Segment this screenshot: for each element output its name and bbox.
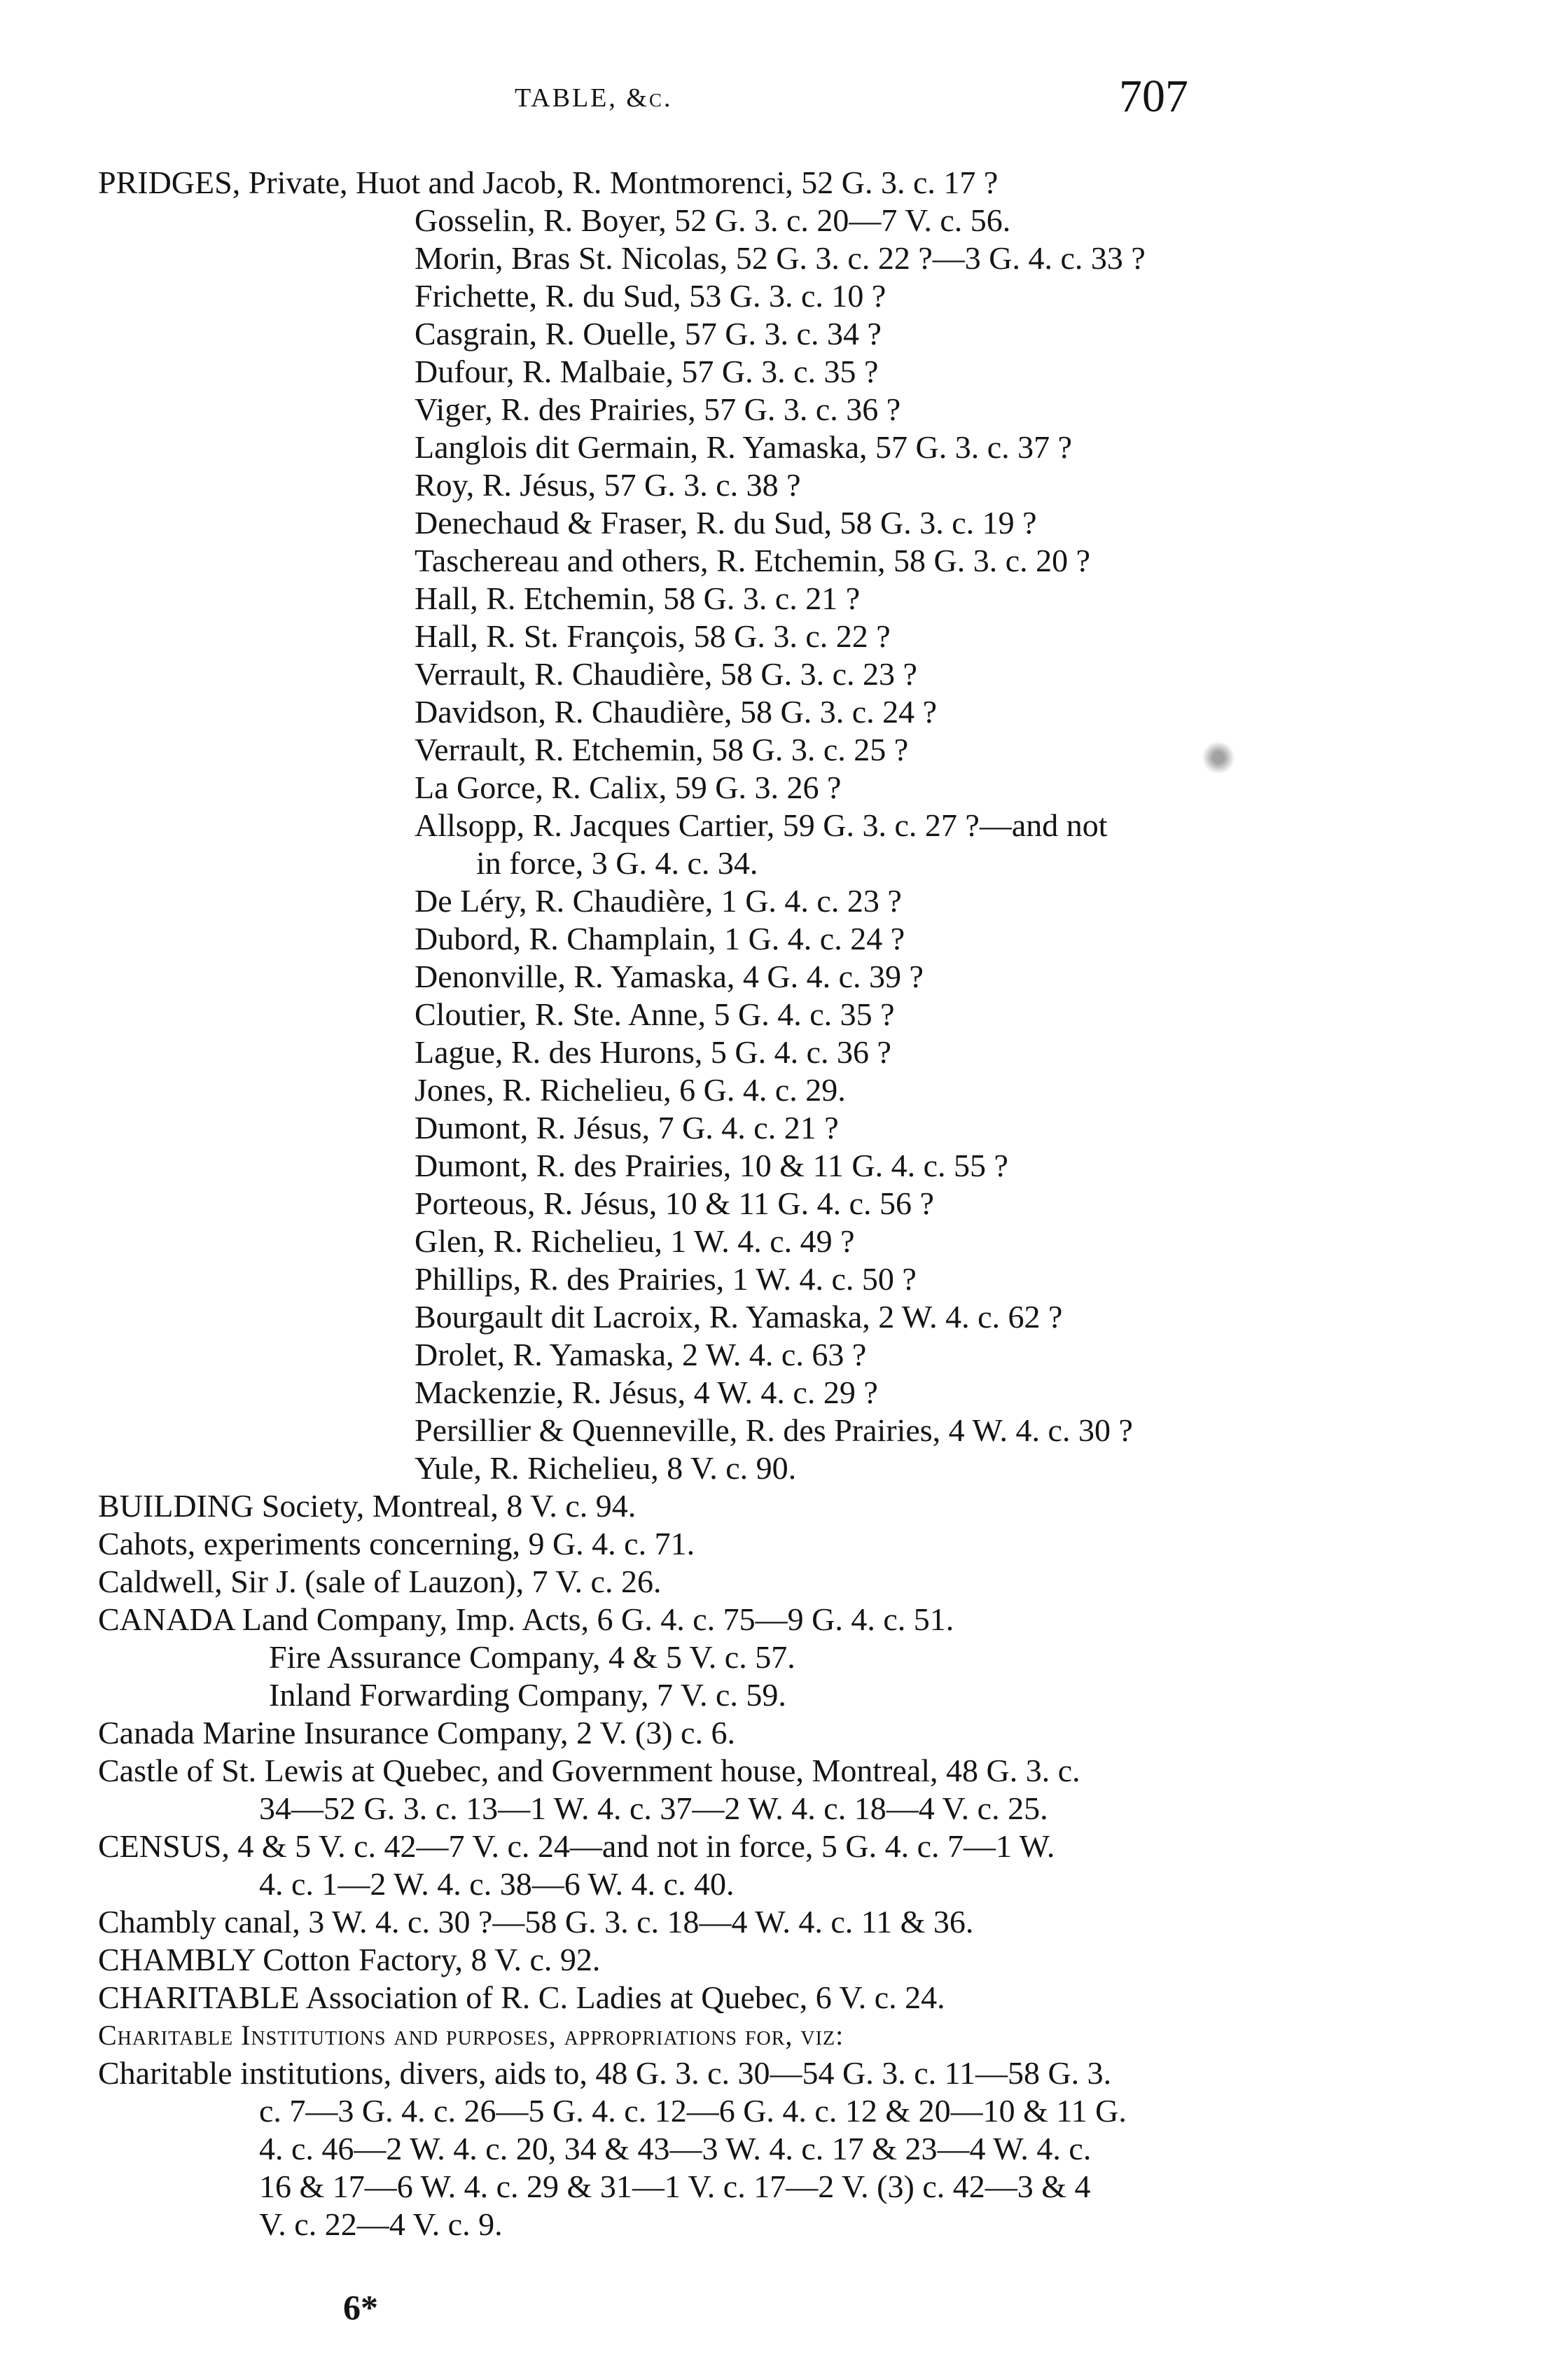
page-number: 707 (1119, 71, 1188, 122)
index-line: 4. c. 46—2 W. 4. c. 20, 34 & 43—3 W. 4. c. 17 & 23—4 W. 4. c. (259, 2131, 1092, 2166)
index-line: Cloutier, R. Ste. Anne, 5 G. 4. c. 35 ? (415, 996, 895, 1032)
index-line: Viger, R. des Prairies, 57 G. 3. c. 36 ? (415, 391, 901, 427)
index-line: Canada Marine Insurance Company, 2 V. (3) c. 6. (98, 1715, 735, 1751)
index-line: Frichette, R. du Sud, 53 G. 3. c. 10 ? (415, 278, 886, 314)
index-line: Bourgault dit Lacroix, R. Yamaska, 2 W. 4. c. 62 ? (415, 1299, 1063, 1335)
index-line: Chambly canal, 3 W. 4. c. 30 ?—58 G. 3. c. 18—4 W. 4. c. 11 & 36. (98, 1904, 974, 1940)
index-line: Langlois dit Germain, R. Yamaska, 57 G. 3. c. 37 ? (415, 429, 1073, 465)
index-line: La Gorce, R. Calix, 59 G. 3. 26 ? (415, 770, 842, 805)
index-line: Castle of St. Lewis at Quebec, and Government house, Montreal, 48 G. 3. c. (98, 1753, 1080, 1788)
index-line: Mackenzie, R. Jésus, 4 W. 4. c. 29 ? (415, 1375, 878, 1410)
index-line: CHARITABLE Association of R. C. Ladies at Quebec, 6 V. c. 24. (98, 1979, 945, 2015)
index-line: Roy, R. Jésus, 57 G. 3. c. 38 ? (415, 467, 801, 503)
index-line: Charitable institutions, divers, aids to, 48 G. 3. c. 30—54 G. 3. c. 11—58 G. 3. (98, 2055, 1112, 2091)
index-line: 34—52 G. 3. c. 13—1 W. 4. c. 37—2 W. 4. c. 18—4 V. c. 25. (259, 1790, 1048, 1826)
index-line: Glen, R. Richelieu, 1 W. 4. c. 49 ? (415, 1223, 855, 1259)
index-line: Davidson, R. Chaudière, 58 G. 3. c. 24 ? (415, 694, 938, 730)
index-line: Jones, R. Richelieu, 6 G. 4. c. 29. (415, 1072, 846, 1108)
index-line: Inland Forwarding Company, 7 V. c. 59. (269, 1677, 786, 1713)
index-line: Hall, R. Etchemin, 58 G. 3. c. 21 ? (415, 580, 861, 616)
index-line: Verrault, R. Etchemin, 58 G. 3. c. 25 ? (415, 732, 909, 767)
index-line: Casgrain, R. Ouelle, 57 G. 3. c. 34 ? (415, 316, 882, 352)
section-heading: Charitable Institutions and purposes, appropriations for, viz: (98, 2019, 844, 2051)
index-line: CENSUS, 4 & 5 V. c. 42—7 V. c. 24—and not in force, 5 G. 4. c. 7—1 W. (98, 1828, 1055, 1864)
index-line: in force, 3 G. 4. c. 34. (476, 845, 758, 881)
index-line: Phillips, R. des Prairies, 1 W. 4. c. 50 ? (415, 1261, 917, 1297)
index-line: Fire Assurance Company, 4 & 5 V. c. 57. (269, 1639, 795, 1675)
index-line: Hall, R. St. François, 58 G. 3. c. 22 ? (415, 618, 891, 654)
index-line: Yule, R. Richelieu, 8 V. c. 90. (415, 1450, 797, 1486)
index-line: Verrault, R. Chaudière, 58 G. 3. c. 23 ? (415, 656, 917, 692)
index-line: Dubord, R. Champlain, 1 G. 4. c. 24 ? (415, 921, 905, 956)
running-header: TABLE, &c. (515, 83, 673, 113)
index-line: c. 7—3 G. 4. c. 26—5 G. 4. c. 12—6 G. 4. c. 12 & 20—10 & 11 G. (259, 2093, 1127, 2129)
index-line: Lague, R. des Hurons, 5 G. 4. c. 36 ? (415, 1034, 891, 1070)
signature-mark: 6* (343, 2288, 378, 2327)
index-line: Gosselin, R. Boyer, 52 G. 3. c. 20—7 V. c. 56. (415, 202, 1011, 238)
index-line: Persillier & Quenneville, R. des Prairies, 4 W. 4. c. 30 ? (415, 1412, 1133, 1448)
index-line: 4. c. 1—2 W. 4. c. 38—6 W. 4. c. 40. (259, 1866, 735, 1902)
index-line: CANADA Land Company, Imp. Acts, 6 G. 4. c. 75—9 G. 4. c. 51. (98, 1601, 954, 1637)
index-line: Allsopp, R. Jacques Cartier, 59 G. 3. c. 27 ?—and not (415, 807, 1108, 843)
ink-blot (1201, 737, 1236, 779)
index-line: Caldwell, Sir J. (sale of Lauzon), 7 V. c. 26. (98, 1564, 662, 1599)
index-line: De Léry, R. Chaudière, 1 G. 4. c. 23 ? (415, 883, 902, 919)
index-line: BUILDING Society, Montreal, 8 V. c. 94. (98, 1488, 637, 1524)
index-line: Dumont, R. Jésus, 7 G. 4. c. 21 ? (415, 1110, 839, 1146)
index-line: Denonville, R. Yamaska, 4 G. 4. c. 39 ? (415, 959, 924, 994)
index-line: Drolet, R. Yamaska, 2 W. 4. c. 63 ? (415, 1337, 867, 1372)
index-line: PRIDGES, Private, Huot and Jacob, R. Montmorenci, 52 G. 3. c. 17 ? (98, 165, 999, 200)
index-line: Morin, Bras St. Nicolas, 52 G. 3. c. 22 ?—3 G. 4. c. 33 ? (415, 240, 1146, 276)
index-line: V. c. 22—4 V. c. 9. (259, 2206, 503, 2242)
index-line: Denechaud & Fraser, R. du Sud, 58 G. 3. c. 19 ? (415, 505, 1037, 541)
index-line: CHAMBLY Cotton Factory, 8 V. c. 92. (98, 1942, 601, 1977)
index-line: Cahots, experiments concerning, 9 G. 4. c. 71. (98, 1526, 695, 1561)
index-line: Dumont, R. des Prairies, 10 & 11 G. 4. c. 55 ? (415, 1148, 1008, 1183)
index-line: 16 & 17—6 W. 4. c. 29 & 31—1 V. c. 17—2 V. (3) c. 42—3 & 4 (259, 2169, 1091, 2204)
index-line: Porteous, R. Jésus, 10 & 11 G. 4. c. 56 ? (415, 1185, 934, 1221)
index-line: Taschereau and others, R. Etchemin, 58 G. 3. c. 20 ? (415, 543, 1091, 578)
index-line: Dufour, R. Malbaie, 57 G. 3. c. 35 ? (415, 354, 879, 389)
